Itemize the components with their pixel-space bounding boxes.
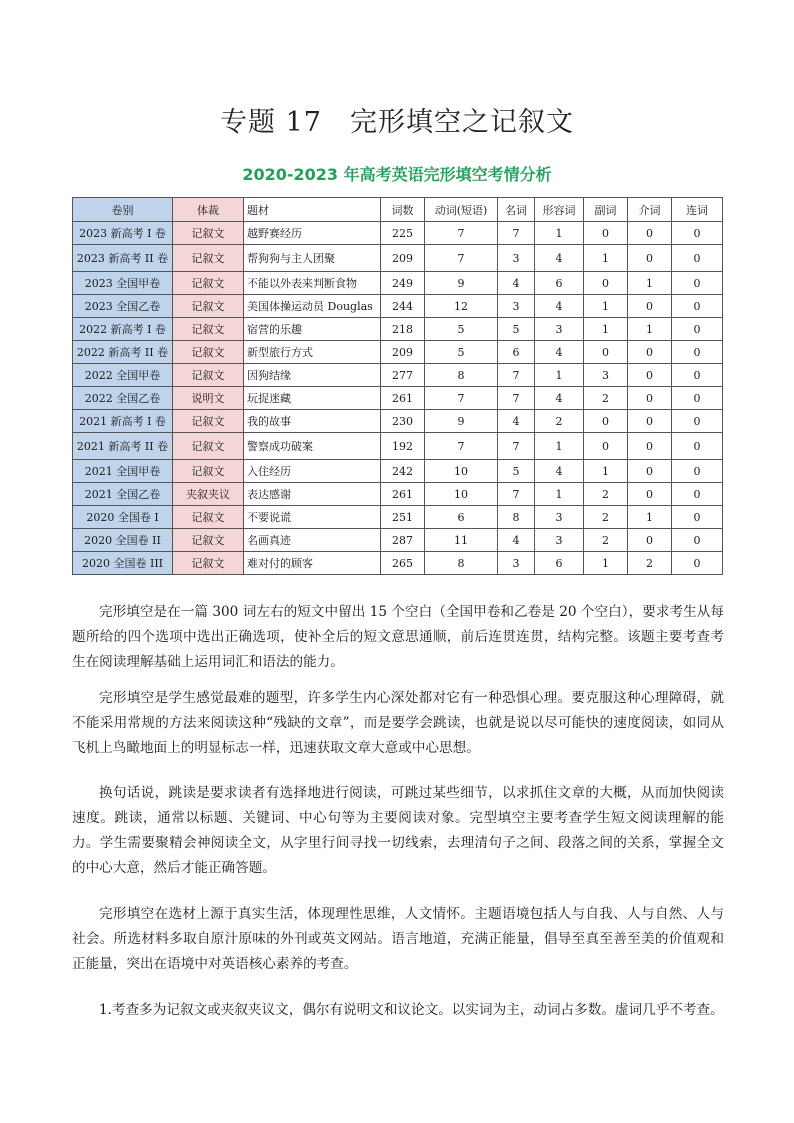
cell-verbs: 8: [425, 552, 498, 575]
cell-genre: 记叙文: [173, 529, 244, 552]
cell-conjunctions: 0: [672, 222, 723, 245]
cell-word-count: 251: [381, 506, 425, 529]
cell-genre: 记叙文: [173, 341, 244, 364]
cell-volume: 2023 新高考 I 卷: [73, 222, 173, 245]
cell-adverbs: 2: [584, 506, 628, 529]
cell-prepositions: 0: [628, 222, 672, 245]
table-row: [73, 272, 723, 295]
cell-word-count: 192: [381, 433, 425, 460]
cell-topic: 因狗结缘: [244, 364, 381, 387]
cell-word-count: 230: [381, 410, 425, 433]
cell-conjunctions: 0: [672, 318, 723, 341]
cell-nouns: 4: [498, 529, 535, 552]
cell-verbs: 6: [425, 506, 498, 529]
cell-nouns: 7: [498, 433, 535, 460]
cell-genre: 记叙文: [173, 222, 244, 245]
cell-topic: 越野赛经历: [244, 222, 381, 245]
cell-verbs: 8: [425, 364, 498, 387]
table-row: [73, 506, 723, 529]
cell-genre: 记叙文: [173, 460, 244, 483]
cell-nouns: 7: [498, 387, 535, 410]
table-row: [73, 387, 723, 410]
cell-nouns: 4: [498, 272, 535, 295]
table-row: [73, 433, 723, 460]
cell-nouns: 3: [498, 245, 535, 272]
cell-verbs: 7: [425, 387, 498, 410]
cell-word-count: 249: [381, 272, 425, 295]
table-row: [73, 222, 723, 245]
cell-verbs: 7: [425, 245, 498, 272]
cell-topic: 入住经历: [244, 460, 381, 483]
cell-nouns: 5: [498, 318, 535, 341]
cell-word-count: 225: [381, 222, 425, 245]
cell-conjunctions: 0: [672, 460, 723, 483]
cell-prepositions: 1: [628, 272, 672, 295]
cell-adverbs: 0: [584, 410, 628, 433]
cell-adverbs: 0: [584, 222, 628, 245]
cell-adjectives: 1: [535, 222, 584, 245]
cell-topic: 我的故事: [244, 410, 381, 433]
cell-prepositions: 0: [628, 460, 672, 483]
cell-genre: 记叙文: [173, 433, 244, 460]
table-title: 2020-2023 年高考英语完形填空考情分析: [242, 165, 552, 184]
cell-conjunctions: 0: [672, 245, 723, 272]
cell-topic: 表达感谢: [244, 483, 381, 506]
cell-prepositions: 0: [628, 364, 672, 387]
cell-genre: 记叙文: [173, 506, 244, 529]
table-row: [73, 483, 723, 506]
cell-conjunctions: 0: [672, 387, 723, 410]
cell-adjectives: 3: [535, 529, 584, 552]
cell-genre: 记叙文: [173, 318, 244, 341]
col-header-adjectives: 形容词: [535, 198, 584, 222]
cell-adverbs: 3: [584, 364, 628, 387]
cell-volume: 2021 新高考 II 卷: [73, 433, 173, 460]
cell-verbs: 7: [425, 433, 498, 460]
col-header-nouns: 名词: [498, 198, 535, 222]
cell-volume: 2022 新高考 II 卷: [73, 341, 173, 364]
cell-adjectives: 4: [535, 295, 584, 318]
cell-prepositions: 0: [628, 483, 672, 506]
cell-conjunctions: 0: [672, 272, 723, 295]
cell-adjectives: 1: [535, 433, 584, 460]
cell-prepositions: 0: [628, 433, 672, 460]
cell-nouns: 7: [498, 483, 535, 506]
paragraph-point-1: 1.考查多为记叙文或夹叙夹议文，偶尔有说明文和议论文。以实词为主，动词占多数。虚词几乎不考查。: [99, 1002, 724, 1018]
cell-adjectives: 2: [535, 410, 584, 433]
cell-verbs: 9: [425, 410, 498, 433]
table-row: [73, 341, 723, 364]
cell-adjectives: 4: [535, 245, 584, 272]
cell-adverbs: 1: [584, 245, 628, 272]
cell-topic: 难对付的顾客: [244, 552, 381, 575]
cell-volume: 2022 新高考 I 卷: [73, 318, 173, 341]
cell-genre: 记叙文: [173, 245, 244, 272]
cell-adverbs: 2: [584, 387, 628, 410]
cell-adjectives: 6: [535, 272, 584, 295]
cell-volume: 2020 全国卷 I: [73, 506, 173, 529]
table-row: [73, 295, 723, 318]
cell-volume: 2023 全国甲卷: [73, 272, 173, 295]
col-header-verbs: 动词(短语): [425, 198, 498, 222]
cell-volume: 2021 全国甲卷: [73, 460, 173, 483]
cell-verbs: 5: [425, 318, 498, 341]
cell-conjunctions: 0: [672, 529, 723, 552]
cell-word-count: 218: [381, 318, 425, 341]
cell-volume: 2022 全国甲卷: [73, 364, 173, 387]
cell-genre: 记叙文: [173, 552, 244, 575]
cell-genre: 记叙文: [173, 272, 244, 295]
cell-prepositions: 1: [628, 318, 672, 341]
cell-topic: 帮狗狗与主人团聚: [244, 245, 381, 272]
cell-conjunctions: 0: [672, 364, 723, 387]
table-row: [73, 410, 723, 433]
table-row: [73, 245, 723, 272]
cell-volume: 2021 全国乙卷: [73, 483, 173, 506]
cell-topic: 新型旅行方式: [244, 341, 381, 364]
col-header-conjunctions: 连词: [672, 198, 723, 222]
cell-word-count: 209: [381, 341, 425, 364]
cell-adverbs: 0: [584, 341, 628, 364]
cell-adverbs: 1: [584, 318, 628, 341]
cell-conjunctions: 0: [672, 506, 723, 529]
cell-verbs: 9: [425, 272, 498, 295]
table-row: [73, 318, 723, 341]
cell-adjectives: 4: [535, 341, 584, 364]
cell-nouns: 4: [498, 410, 535, 433]
cell-verbs: 5: [425, 341, 498, 364]
cell-prepositions: 2: [628, 552, 672, 575]
cell-nouns: 3: [498, 552, 535, 575]
table-row: [73, 460, 723, 483]
cell-adjectives: 3: [535, 318, 584, 341]
paragraph-skimming: 换句话说，跳读是要求读者有选择地进行阅读，可跳过某些细节，以求抓住文章的大概，从而加快阅读速度。跳读，通常以标题、关键词、中心句等为主要阅读对象。完型填空主要考查学生短文阅读理解的能力。学生需要聚精会神阅读全文，从字里行间寻找一切线索，去理清句子之间、段落之间的关系，掌握全文的中心大意，然后才能正确答题。: [72, 785, 724, 876]
cell-prepositions: 0: [628, 341, 672, 364]
cell-verbs: 7: [425, 222, 498, 245]
cell-nouns: 6: [498, 341, 535, 364]
cell-prepositions: 0: [628, 245, 672, 272]
cell-prepositions: 0: [628, 387, 672, 410]
cell-word-count: 209: [381, 245, 425, 272]
cell-adverbs: 1: [584, 295, 628, 318]
cell-word-count: 277: [381, 364, 425, 387]
table-row: [73, 552, 723, 575]
cell-topic: 玩捉迷藏: [244, 387, 381, 410]
cell-verbs: 10: [425, 483, 498, 506]
cell-volume: 2022 全国乙卷: [73, 387, 173, 410]
cell-volume: 2021 新高考 I 卷: [73, 410, 173, 433]
cell-genre: 记叙文: [173, 410, 244, 433]
cell-genre: 夹叙夹议: [173, 483, 244, 506]
cell-genre: 记叙文: [173, 364, 244, 387]
cell-topic: 美国体操运动员 Douglas: [244, 295, 381, 318]
cell-nouns: 7: [498, 222, 535, 245]
paragraph-difficulty: 完形填空是学生感觉最难的题型，许多学生内心深处都对它有一种恐惧心理。要克服这种心理障碍，就不能采用常规的方法来阅读这种“残缺的文章”，而是要学会跳读，也就是说以尽可能快的速度阅读，如同从飞机上鸟瞰地面上的明显标志一样，迅速获取文章大意或中心思想。: [72, 690, 724, 756]
cell-adjectives: 4: [535, 387, 584, 410]
cell-adverbs: 0: [584, 433, 628, 460]
table-body: [73, 222, 723, 575]
table-row: [73, 529, 723, 552]
col-header-word-count: 词数: [381, 198, 425, 222]
cell-volume: 2023 新高考 II 卷: [73, 245, 173, 272]
cell-topic: 不要说谎: [244, 506, 381, 529]
cell-word-count: 261: [381, 483, 425, 506]
cell-word-count: 287: [381, 529, 425, 552]
cell-word-count: 244: [381, 295, 425, 318]
table-header-row: [73, 198, 723, 222]
cell-topic: 警察成功破案: [244, 433, 381, 460]
cell-adverbs: 2: [584, 529, 628, 552]
col-header-volume: 卷别: [73, 198, 173, 222]
table-row: [73, 364, 723, 387]
cell-volume: 2020 全国卷 III: [73, 552, 173, 575]
cell-volume: 2023 全国乙卷: [73, 295, 173, 318]
cell-adjectives: 4: [535, 460, 584, 483]
cell-nouns: 3: [498, 295, 535, 318]
cell-prepositions: 0: [628, 529, 672, 552]
cell-verbs: 11: [425, 529, 498, 552]
cell-conjunctions: 0: [672, 410, 723, 433]
cell-nouns: 5: [498, 460, 535, 483]
cell-adjectives: 1: [535, 483, 584, 506]
cell-topic: 不能以外表来判断食物: [244, 272, 381, 295]
cell-adjectives: 1: [535, 364, 584, 387]
cell-adverbs: 1: [584, 552, 628, 575]
cell-conjunctions: 0: [672, 483, 723, 506]
cell-word-count: 261: [381, 387, 425, 410]
cell-adverbs: 1: [584, 460, 628, 483]
col-header-topic: 题材: [244, 198, 381, 222]
cell-adjectives: 3: [535, 506, 584, 529]
cell-volume: 2020 全国卷 II: [73, 529, 173, 552]
cell-adjectives: 6: [535, 552, 584, 575]
col-header-genre: 体裁: [173, 198, 244, 222]
cell-nouns: 8: [498, 506, 535, 529]
cell-prepositions: 0: [628, 410, 672, 433]
cell-topic: 宿营的乐趣: [244, 318, 381, 341]
cell-prepositions: 1: [628, 506, 672, 529]
cell-nouns: 7: [498, 364, 535, 387]
cell-genre: 记叙文: [173, 295, 244, 318]
cell-verbs: 12: [425, 295, 498, 318]
cell-word-count: 265: [381, 552, 425, 575]
cell-topic: 名画真迹: [244, 529, 381, 552]
cell-adverbs: 2: [584, 483, 628, 506]
cell-genre: 说明文: [173, 387, 244, 410]
cell-word-count: 242: [381, 460, 425, 483]
cell-conjunctions: 0: [672, 295, 723, 318]
exam-stats-table: [72, 197, 723, 575]
cell-conjunctions: 0: [672, 552, 723, 575]
col-header-prepositions: 介词: [628, 198, 672, 222]
col-header-adverbs: 副词: [584, 198, 628, 222]
cell-conjunctions: 0: [672, 433, 723, 460]
paragraph-material: 完形填空在选材上源于真实生活，体现理性思维，人文情怀。主题语境包括人与自我、人与自然、人与社会。所选材料多取自原汁原味的外刊或英文网站。语言地道，充满正能量，倡导至真至善至美的价值观和正能量，突出在语境中对英语核心素养的考查。: [72, 906, 724, 972]
cell-conjunctions: 0: [672, 341, 723, 364]
paragraph-intro: 完形填空是在一篇 300 词左右的短文中留出 15 个空白（全国甲卷和乙卷是 20 个空白），要求考生从每题所给的四个选项中选出正确选项，使补全后的短文意思通顺，前后连贯连贯，结构完整。该题主要考查考生在阅读理解基础上运用词汇和语法的能力。: [72, 604, 724, 670]
cell-adverbs: 0: [584, 272, 628, 295]
page-title: 专题 17 完形填空之记叙文: [220, 107, 574, 138]
cell-verbs: 10: [425, 460, 498, 483]
cell-prepositions: 0: [628, 295, 672, 318]
